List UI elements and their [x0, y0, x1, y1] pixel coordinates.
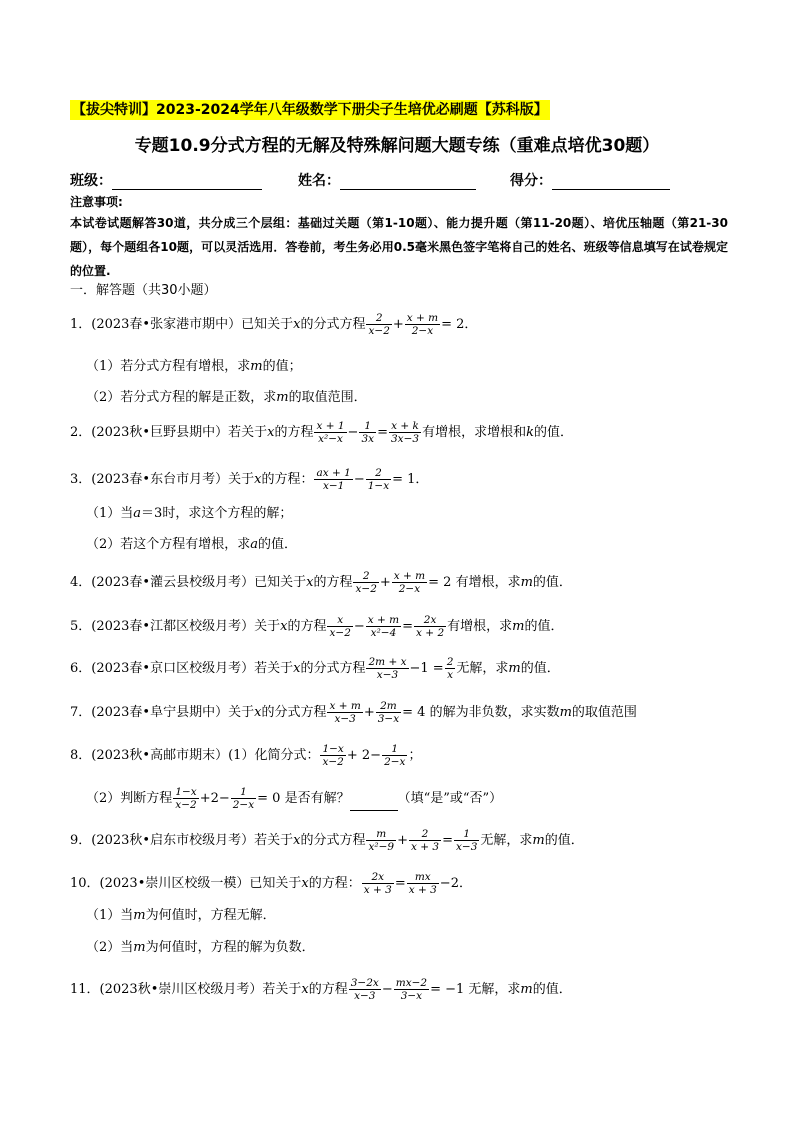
question-11: 11．(2023秋•崇川区校级月考）若关于x的方程 $\frac{3-2x}{x-3}$ − $\frac{mx-2}{3-x}$ = −1 无解，求m的值．	[70, 977, 572, 1002]
class-field[interactable]	[70, 170, 262, 190]
notes-heading: 注意事项:	[70, 195, 123, 209]
section-heading: 一．解答题（共30小题）	[70, 283, 217, 298]
question-8: 8．(2023秋•高邮市期末）(1）化简分式： $\frac{1-x}{x-2}$ + 2− $\frac{1}{2-x}$ ；	[70, 743, 422, 768]
student-info-fields	[70, 170, 730, 192]
fraction: $\frac{2x}{x + 2}$	[416, 614, 445, 639]
notes-body: 本试卷试题解答30道，共分成三个层组：基础过关题（第1-10题）、能力提升题（第11-20题）、培优压轴题（第21-30题），每个题组各10题，可以灵活选用．答卷前，考生务必用0.5毫米黑色签字笔将自己的姓名、班级等信息填写在试卷规定的位置.	[70, 216, 728, 278]
name-blank[interactable]	[340, 173, 476, 190]
fraction: $\frac{x}{x-2}$	[329, 614, 351, 639]
fraction: $\frac{2m + x}{x-3}$	[368, 656, 407, 681]
fraction: $\frac{2}{1-x}$	[367, 467, 390, 492]
score-blank[interactable]	[552, 173, 670, 190]
fraction: $\frac{x + m}{2-x}$	[393, 570, 426, 595]
fraction: $\frac{1}{3x}$	[361, 420, 375, 445]
question-10-part-2: （2）当m为何值时，方程的解为负数．	[86, 940, 315, 955]
question-6: 6．(2023春•京口区校级月考）若关于x的分式方程 $\frac{2m + x}{x-3}$ −1 = $\frac{2}{x}$ 无解，求m的值．	[70, 656, 560, 681]
question-10-part-1: （1）当m为何值时，方程无解．	[86, 908, 276, 923]
fraction: $\frac{1-x}{x-2}$	[322, 743, 344, 768]
fraction: $\frac{1}{2-x}$	[232, 786, 255, 811]
class-label: 班级：	[70, 173, 112, 189]
fraction: $\frac{1}{2-x}$	[384, 743, 406, 768]
question-3: 3．(2023春•东台市月考）关于x的方程： $\frac{ax + 1}{x-1}$ − $\frac{2}{1-x}$ = 1．	[70, 467, 429, 492]
question-8-part-2: （2）判断方程 $\frac{1-x}{x-2}$ +2− $\frac{1}{2-x}$ = 0 是否有解？ （填“是”或“否”）	[86, 786, 503, 811]
fraction: $\frac{x + 1}{\text{x²−x}}$	[316, 420, 345, 445]
question-1-part-2: （2）若分式方程的解是正数，求m的取值范围．	[86, 390, 367, 405]
question-4: 4．(2023春•灌云县校级月考）已知关于x的方程 $\frac{2}{x-2}$ + $\frac{x + m}{2-x}$ = 2 有增根，求m的值．	[70, 570, 572, 595]
fraction: $\frac{2}{x-2}$	[355, 570, 377, 595]
question-9: 9．(2023秋•启东市校级月考）若关于x的分式方程 $\frac{m}{\text{x²−9}}$ + $\frac{2}{x + 3}$ = $\frac{1}{x-3}$ 无解，求m的值．	[70, 828, 584, 853]
fraction: $\frac{mx}{x + 3}$	[408, 871, 437, 896]
series-banner: 【拔尖特训】2023-2024学年八年级数学下册尖子生培优必刷题【苏科版】	[72, 102, 548, 118]
class-blank[interactable]	[112, 173, 262, 190]
name-field[interactable]	[298, 170, 476, 190]
answer-blank[interactable]	[350, 796, 398, 811]
fraction: $\frac{3-2x}{x-3}$	[350, 977, 379, 1002]
question-1: 1．(2023春•张家港市期中）已知关于x的分式方程 $\frac{2}{x-2}$ + $\frac{x + m}{2-x}$ = 2．	[70, 312, 478, 337]
fraction: $\frac{2m}{3-x}$	[377, 700, 400, 725]
score-label: 得分：	[510, 173, 552, 189]
fraction: $\frac{2}{x + 3}$	[410, 828, 440, 853]
fraction: $\frac{x + m}{\text{x²−4}}$	[367, 614, 400, 639]
question-1-part-1: （1）若分式方程有增根，求m的值；	[86, 359, 302, 374]
score-field[interactable]	[510, 170, 670, 190]
question-3-part-1: （1）当a＝3时，求这个方程的解；	[86, 506, 293, 521]
question-10: 10．(2023•崇川区校级一模）已知关于x的方程： $\frac{2x}{x + 3}$ = $\frac{mx}{x + 3}$ −2．	[70, 871, 472, 896]
fraction: $\frac{2}{x-2}$	[368, 312, 390, 337]
fraction: $\frac{1-x}{x-2}$	[175, 786, 197, 811]
fraction: $\frac{m}{\text{x²−9}}$	[368, 828, 395, 853]
fraction: $\frac{1}{x-3}$	[455, 828, 478, 853]
question-7: 7．(2023春•阜宁县期中）关于x的分式方程 $\frac{x + m}{x-3}$ + $\frac{2m}{3-x}$ = 4 的解为非负数，求实数m的取值范围	[70, 700, 637, 725]
name-label: 姓名：	[298, 173, 340, 189]
question-2: 2．(2023秋•巨野县期中）若关于x的方程 $\frac{x + 1}{\text{x²−x}}$ − $\frac{1}{3x}$ = $\frac{x + k}{3x-3}$ 有增根，求增根和k的值．	[70, 420, 573, 445]
fraction: $\frac{2}{x}$	[446, 656, 454, 681]
fraction: $\frac{mx-2}{3-x}$	[395, 977, 428, 1002]
fraction: $\frac{x + m}{2-x}$	[406, 312, 439, 337]
question-5: 5．(2023春•江都区校级月考）关于x的方程 $\frac{x}{x-2}$ − $\frac{x + m}{\text{x²−4}}$ = $\frac{2x}{x + 2}$ 有增根，求m的值．	[70, 614, 564, 639]
fraction: $\frac{x + k}{3x-3}$	[390, 420, 420, 445]
fraction: $\frac{2x}{x + 3}$	[363, 871, 392, 896]
fraction: $\frac{ax + 1}{x-1}$	[316, 467, 351, 492]
question-3-part-2: （2）若这个方程有增根，求a的值．	[86, 537, 298, 552]
fraction: $\frac{x + m}{x-3}$	[329, 700, 361, 725]
page-title: 专题10.9分式方程的无解及特殊解问题大题专练（重难点培优30题）	[134, 136, 660, 156]
